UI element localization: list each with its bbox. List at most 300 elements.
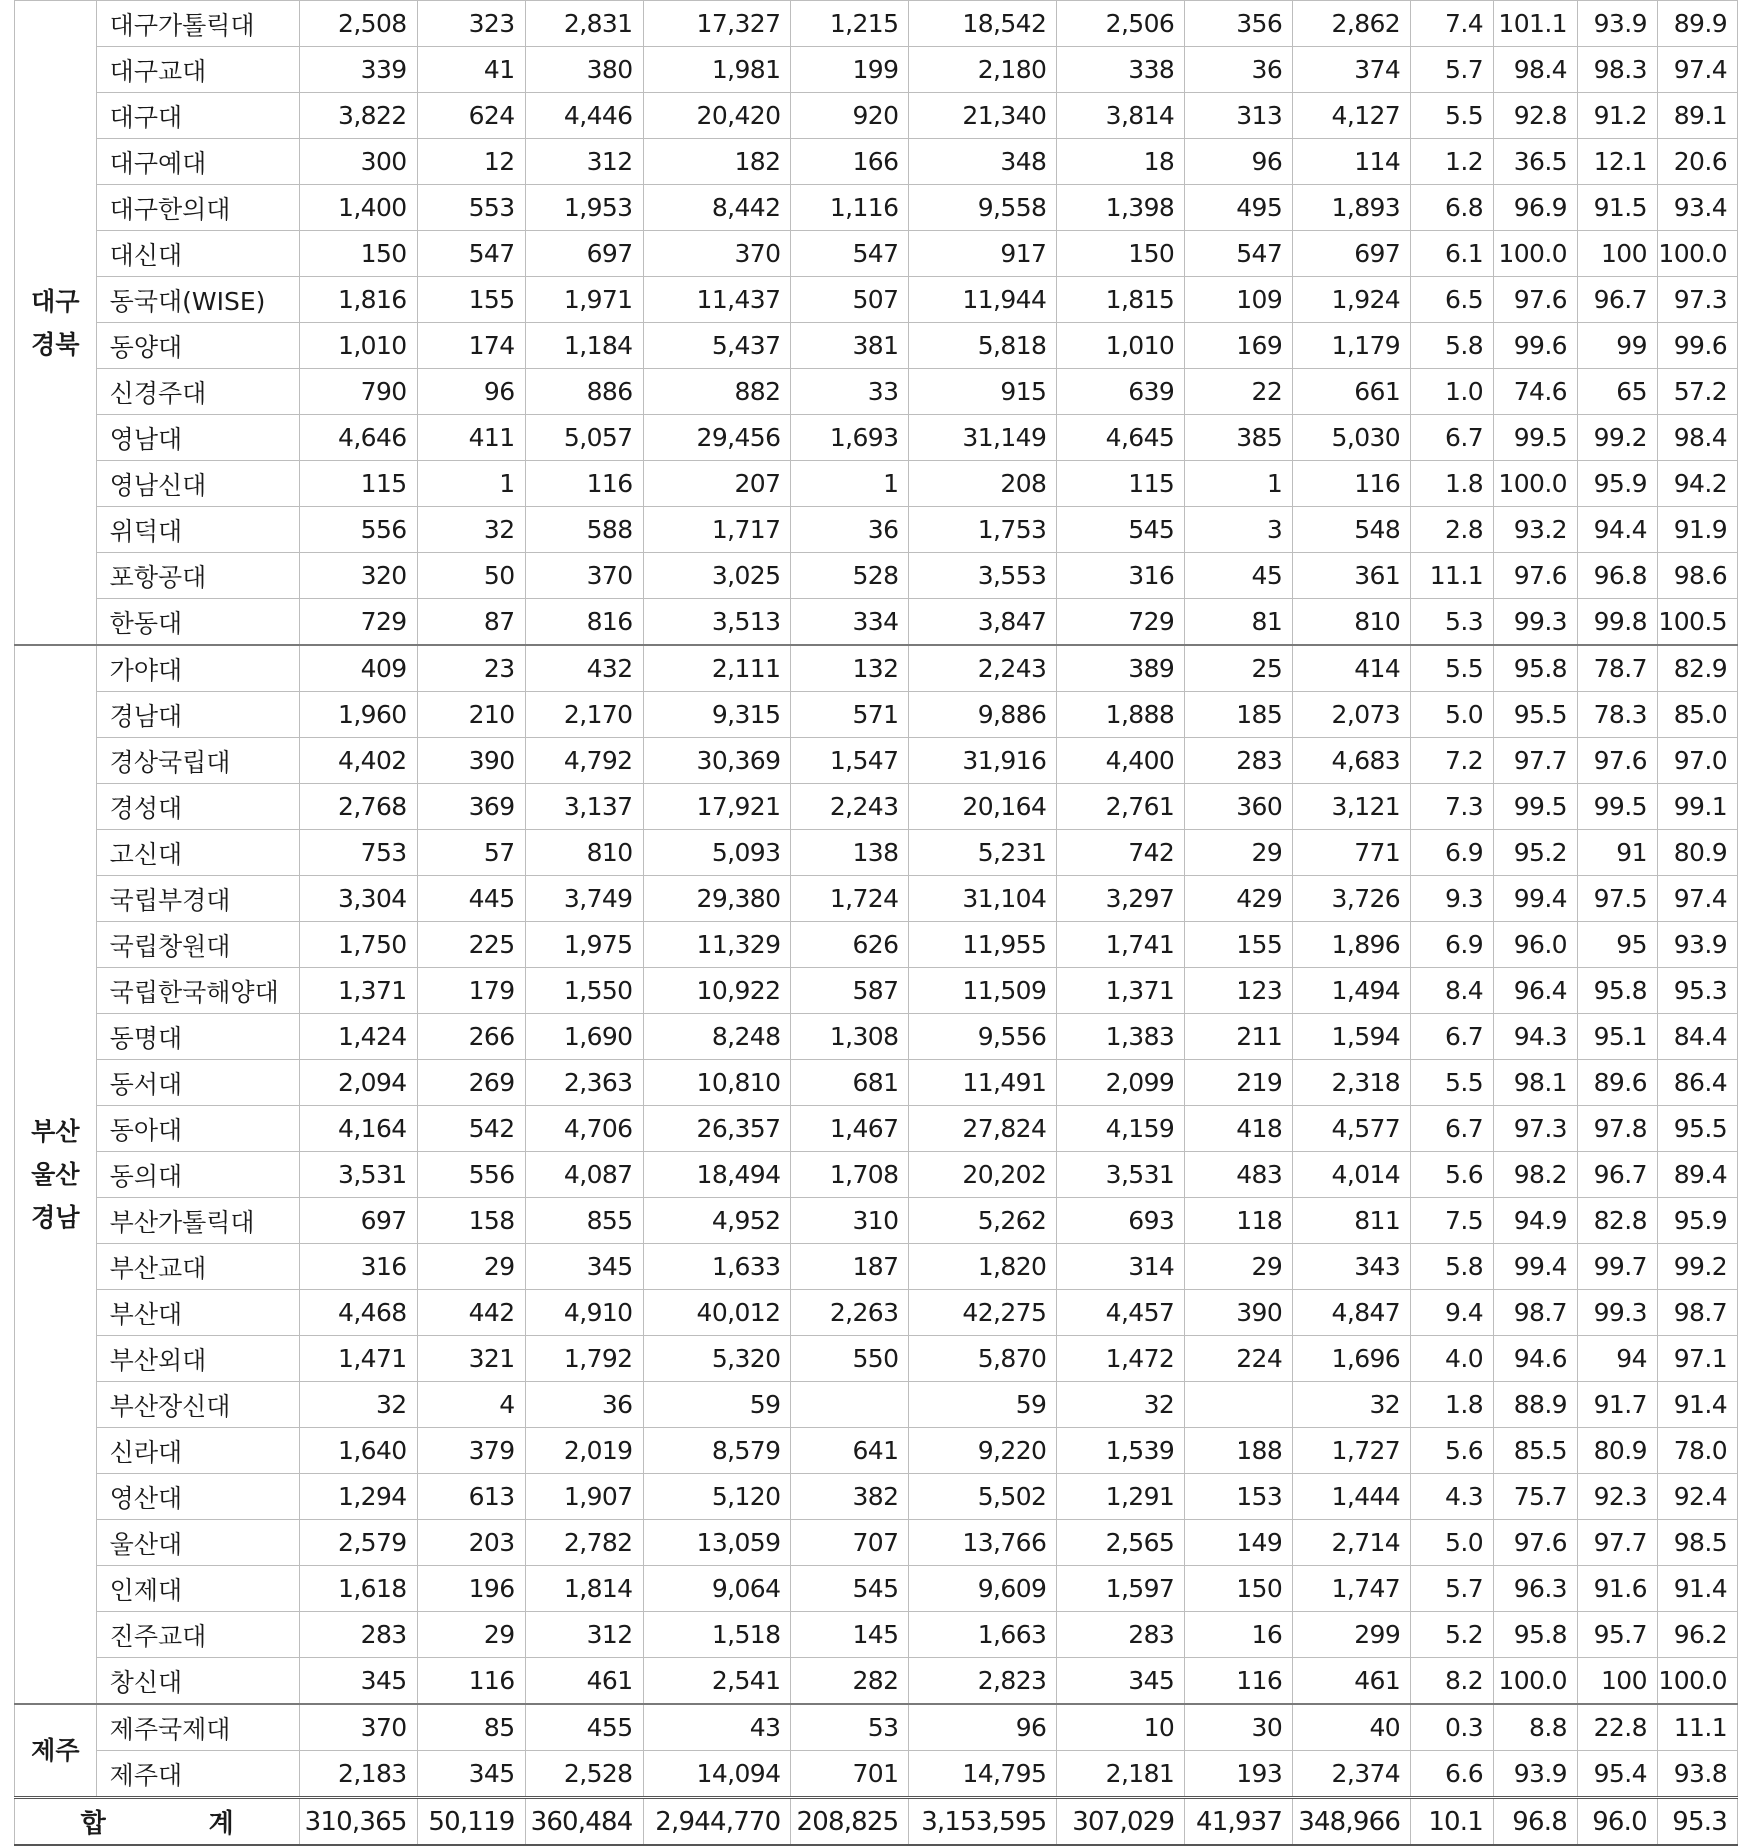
table-row [15, 507, 1738, 553]
value-cell: 91.4 [1657, 1382, 1737, 1428]
value-cell: 2,183 [299, 1751, 417, 1798]
value-cell: 20,164 [909, 784, 1057, 830]
value-cell: 626 [791, 922, 909, 968]
table-row [15, 231, 1738, 277]
value-cell: 116 [1293, 461, 1411, 507]
university-name: 동명대 [96, 1014, 299, 1060]
value-cell: 6.1 [1411, 231, 1494, 277]
value-cell: 65 [1577, 369, 1657, 415]
value-cell: 116 [525, 461, 643, 507]
table-row [15, 1290, 1738, 1336]
value-cell: 5.5 [1411, 1060, 1494, 1106]
value-cell: 379 [417, 1428, 525, 1474]
value-cell: 432 [525, 645, 643, 692]
university-name: 국립창원대 [96, 922, 299, 968]
value-cell: 98.3 [1577, 47, 1657, 93]
value-cell: 36 [791, 507, 909, 553]
value-cell: 29 [1185, 830, 1293, 876]
value-cell: 442 [417, 1290, 525, 1336]
table-row [15, 922, 1738, 968]
value-cell: 2,094 [299, 1060, 417, 1106]
value-cell: 57 [417, 830, 525, 876]
value-cell: 89.9 [1657, 1, 1737, 47]
value-cell: 5.0 [1411, 1520, 1494, 1566]
value-cell: 1,597 [1057, 1566, 1185, 1612]
value-cell: 18,542 [909, 1, 1057, 47]
value-cell: 2,565 [1057, 1520, 1185, 1566]
value-cell: 1,518 [643, 1612, 791, 1658]
value-cell: 2,318 [1293, 1060, 1411, 1106]
value-cell: 1,924 [1293, 277, 1411, 323]
value-cell: 75.7 [1494, 1474, 1578, 1520]
value-cell: 92.4 [1657, 1474, 1737, 1520]
value-cell: 32 [417, 507, 525, 553]
value-cell: 3,553 [909, 553, 1057, 599]
value-cell: 8,248 [643, 1014, 791, 1060]
value-cell: 27,824 [909, 1106, 1057, 1152]
value-cell: 95.5 [1494, 692, 1578, 738]
value-cell: 97.5 [1577, 876, 1657, 922]
value-cell: 13,059 [643, 1520, 791, 1566]
value-cell: 4,792 [525, 738, 643, 784]
university-name: 부산대 [96, 1290, 299, 1336]
value-cell: 94.3 [1494, 1014, 1578, 1060]
value-cell: 100.5 [1657, 599, 1737, 646]
value-cell: 31,916 [909, 738, 1057, 784]
value-cell: 588 [525, 507, 643, 553]
value-cell: 283 [1057, 1612, 1185, 1658]
value-cell: 87 [417, 599, 525, 646]
value-cell: 100.0 [1494, 1658, 1578, 1705]
value-cell: 547 [791, 231, 909, 277]
value-cell: 418 [1185, 1106, 1293, 1152]
value-cell: 550 [791, 1336, 909, 1382]
value-cell: 100.0 [1494, 461, 1578, 507]
table-row [15, 968, 1738, 1014]
value-cell: 334 [791, 599, 909, 646]
university-name: 한동대 [96, 599, 299, 646]
value-cell: 1,424 [299, 1014, 417, 1060]
value-cell: 18 [1057, 139, 1185, 185]
value-cell: 5.8 [1411, 323, 1494, 369]
value-cell: 1,400 [299, 185, 417, 231]
value-cell: 1,896 [1293, 922, 1411, 968]
value-cell: 11,491 [909, 1060, 1057, 1106]
value-cell: 414 [1293, 645, 1411, 692]
value-cell: 528 [791, 553, 909, 599]
value-cell: 1.2 [1411, 139, 1494, 185]
value-cell: 283 [299, 1612, 417, 1658]
value-cell: 207 [643, 461, 791, 507]
value-cell: 99.4 [1494, 876, 1578, 922]
value-cell: 96.3 [1494, 1566, 1578, 1612]
total-value-cell: 95.3 [1657, 1798, 1737, 1846]
value-cell: 2,714 [1293, 1520, 1411, 1566]
value-cell: 43 [643, 1704, 791, 1751]
value-cell: 18,494 [643, 1152, 791, 1198]
value-cell: 33 [791, 369, 909, 415]
value-cell: 3,531 [1057, 1152, 1185, 1198]
value-cell: 98.4 [1494, 47, 1578, 93]
university-name: 대구교대 [96, 47, 299, 93]
value-cell: 2,073 [1293, 692, 1411, 738]
value-cell: 169 [1185, 323, 1293, 369]
value-cell: 6.6 [1411, 1751, 1494, 1798]
value-cell: 345 [1057, 1658, 1185, 1705]
value-cell: 1,727 [1293, 1428, 1411, 1474]
value-cell: 89.6 [1577, 1060, 1657, 1106]
region-label: 제주 [31, 1736, 80, 1765]
value-cell: 4 [417, 1382, 525, 1428]
value-cell: 4,446 [525, 93, 643, 139]
university-name: 제주국제대 [96, 1704, 299, 1751]
value-cell: 182 [643, 139, 791, 185]
value-cell: 1,693 [791, 415, 909, 461]
value-cell: 380 [525, 47, 643, 93]
value-cell: 100 [1577, 1658, 1657, 1705]
value-cell: 36 [1185, 47, 1293, 93]
value-cell: 94.2 [1657, 461, 1737, 507]
value-cell: 701 [791, 1751, 909, 1798]
value-cell: 211 [1185, 1014, 1293, 1060]
value-cell: 1,708 [791, 1152, 909, 1198]
value-cell: 100.0 [1494, 231, 1578, 277]
value-cell: 11.1 [1657, 1704, 1737, 1751]
value-cell: 93.9 [1494, 1751, 1578, 1798]
value-cell: 1,494 [1293, 968, 1411, 1014]
region-label: 부산 [31, 1117, 80, 1146]
value-cell: 80.9 [1577, 1428, 1657, 1474]
value-cell: 95.8 [1494, 1612, 1578, 1658]
value-cell: 3,137 [525, 784, 643, 830]
value-cell: 95.1 [1577, 1014, 1657, 1060]
value-cell: 32 [299, 1382, 417, 1428]
value-cell: 707 [791, 1520, 909, 1566]
value-cell: 16 [1185, 1612, 1293, 1658]
table-row [15, 738, 1738, 784]
value-cell: 2,508 [299, 1, 417, 47]
value-cell: 4,400 [1057, 738, 1185, 784]
total-value-cell: 310,365 [299, 1798, 417, 1846]
value-cell: 2,579 [299, 1520, 417, 1566]
value-cell: 174 [417, 323, 525, 369]
value-cell: 282 [791, 1658, 909, 1705]
value-cell: 1,547 [791, 738, 909, 784]
value-cell: 2,862 [1293, 1, 1411, 47]
value-cell: 93.8 [1657, 1751, 1737, 1798]
value-cell: 6.9 [1411, 922, 1494, 968]
value-cell: 97.0 [1657, 738, 1737, 784]
value-cell: 697 [1293, 231, 1411, 277]
value-cell: 1,820 [909, 1244, 1057, 1290]
value-cell: 1,398 [1057, 185, 1185, 231]
value-cell: 5,231 [909, 830, 1057, 876]
value-cell: 96.7 [1577, 277, 1657, 323]
value-cell: 3,847 [909, 599, 1057, 646]
value-cell: 2,823 [909, 1658, 1057, 1705]
region-label: 경북 [31, 329, 80, 359]
value-cell: 2,528 [525, 1751, 643, 1798]
value-cell: 2.8 [1411, 507, 1494, 553]
value-cell: 2,768 [299, 784, 417, 830]
value-cell: 1,594 [1293, 1014, 1411, 1060]
value-cell: 196 [417, 1566, 525, 1612]
value-cell: 360 [1185, 784, 1293, 830]
value-cell: 855 [525, 1198, 643, 1244]
table-row [15, 1106, 1738, 1152]
value-cell: 1.0 [1411, 369, 1494, 415]
value-cell: 8.2 [1411, 1658, 1494, 1705]
value-cell: 149 [1185, 1520, 1293, 1566]
region-label: 울산 [31, 1160, 80, 1189]
value-cell: 1,717 [643, 507, 791, 553]
value-cell: 729 [1057, 599, 1185, 646]
university-name: 신경주대 [96, 369, 299, 415]
value-cell: 99.2 [1577, 415, 1657, 461]
value-cell: 22 [1185, 369, 1293, 415]
university-name: 경상국립대 [96, 738, 299, 784]
value-cell: 94.4 [1577, 507, 1657, 553]
table-row [15, 1382, 1738, 1428]
value-cell: 30 [1185, 1704, 1293, 1751]
value-cell: 109 [1185, 277, 1293, 323]
university-name: 진주교대 [96, 1612, 299, 1658]
value-cell: 78.7 [1577, 645, 1657, 692]
table-row [15, 1014, 1738, 1060]
value-cell: 1,690 [525, 1014, 643, 1060]
value-cell: 545 [791, 1566, 909, 1612]
value-cell: 370 [643, 231, 791, 277]
value-cell: 661 [1293, 369, 1411, 415]
value-cell: 1 [417, 461, 525, 507]
value-cell: 96 [909, 1704, 1057, 1751]
value-cell: 81 [1185, 599, 1293, 646]
value-cell: 4,706 [525, 1106, 643, 1152]
university-name: 고신대 [96, 830, 299, 876]
value-cell: 1,444 [1293, 1474, 1411, 1520]
table-row [15, 415, 1738, 461]
value-cell: 1.8 [1411, 1382, 1494, 1428]
value-cell: 5.5 [1411, 93, 1494, 139]
value-cell: 1,116 [791, 185, 909, 231]
value-cell: 150 [1185, 1566, 1293, 1612]
value-cell: 224 [1185, 1336, 1293, 1382]
university-name: 포항공대 [96, 553, 299, 599]
value-cell: 97.8 [1577, 1106, 1657, 1152]
value-cell: 1,750 [299, 922, 417, 968]
value-cell: 2,363 [525, 1060, 643, 1106]
value-cell: 29,456 [643, 415, 791, 461]
value-cell: 269 [417, 1060, 525, 1106]
value-cell: 8.4 [1411, 968, 1494, 1014]
value-cell: 179 [417, 968, 525, 1014]
value-cell: 210 [417, 692, 525, 738]
value-cell: 810 [1293, 599, 1411, 646]
value-cell: 42,275 [909, 1290, 1057, 1336]
value-cell: 99.8 [1577, 599, 1657, 646]
value-cell: 7.4 [1411, 1, 1494, 47]
value-cell: 99.6 [1494, 323, 1578, 369]
value-cell: 312 [525, 139, 643, 185]
value-cell: 641 [791, 1428, 909, 1474]
value-cell: 1,010 [299, 323, 417, 369]
value-cell: 4,014 [1293, 1152, 1411, 1198]
value-cell: 14,094 [643, 1751, 791, 1798]
value-cell: 374 [1293, 47, 1411, 93]
value-cell: 2,374 [1293, 1751, 1411, 1798]
value-cell: 88.9 [1494, 1382, 1578, 1428]
value-cell: 729 [299, 599, 417, 646]
value-cell: 915 [909, 369, 1057, 415]
value-cell: 101.1 [1494, 1, 1578, 47]
value-cell: 411 [417, 415, 525, 461]
value-cell: 158 [417, 1198, 525, 1244]
value-cell: 20,202 [909, 1152, 1057, 1198]
total-value-cell: 96.0 [1577, 1798, 1657, 1846]
table-row [15, 599, 1738, 646]
value-cell: 219 [1185, 1060, 1293, 1106]
value-cell: 1,663 [909, 1612, 1057, 1658]
value-cell: 208 [909, 461, 1057, 507]
value-cell: 6.9 [1411, 830, 1494, 876]
value-cell: 91.5 [1577, 185, 1657, 231]
value-cell [1185, 1382, 1293, 1428]
value-cell: 3 [1185, 507, 1293, 553]
value-cell: 1,953 [525, 185, 643, 231]
value-cell: 2,243 [909, 645, 1057, 692]
value-cell: 345 [417, 1751, 525, 1798]
university-name: 국립부경대 [96, 876, 299, 922]
value-cell: 5,120 [643, 1474, 791, 1520]
value-cell: 338 [1057, 47, 1185, 93]
value-cell: 9,609 [909, 1566, 1057, 1612]
value-cell: 920 [791, 93, 909, 139]
table-row [15, 461, 1738, 507]
total-value-cell: 348,966 [1293, 1798, 1411, 1846]
value-cell: 11,329 [643, 922, 791, 968]
value-cell: 811 [1293, 1198, 1411, 1244]
value-cell: 1,184 [525, 323, 643, 369]
value-cell: 20.6 [1657, 139, 1737, 185]
value-cell: 6.7 [1411, 1106, 1494, 1152]
value-cell: 1,907 [525, 1474, 643, 1520]
value-cell: 99.3 [1494, 599, 1578, 646]
value-cell: 97.6 [1494, 1520, 1578, 1566]
value-cell [791, 1382, 909, 1428]
value-cell: 429 [1185, 876, 1293, 922]
value-cell: 132 [791, 645, 909, 692]
value-cell: 97.7 [1577, 1520, 1657, 1566]
value-cell: 5.5 [1411, 645, 1494, 692]
value-cell: 5,057 [525, 415, 643, 461]
value-cell: 390 [1185, 1290, 1293, 1336]
value-cell: 361 [1293, 553, 1411, 599]
value-cell: 4,127 [1293, 93, 1411, 139]
total-label-b: 계 [208, 1809, 233, 1839]
value-cell: 1,975 [525, 922, 643, 968]
value-cell: 1,383 [1057, 1014, 1185, 1060]
value-cell: 96.8 [1577, 553, 1657, 599]
value-cell: 2,831 [525, 1, 643, 47]
value-cell: 587 [791, 968, 909, 1014]
table-row [15, 1704, 1738, 1751]
value-cell: 6.7 [1411, 415, 1494, 461]
value-cell: 92.3 [1577, 1474, 1657, 1520]
value-cell: 99 [1577, 323, 1657, 369]
value-cell: 1,640 [299, 1428, 417, 1474]
table-row [15, 1152, 1738, 1198]
value-cell: 1,539 [1057, 1428, 1185, 1474]
value-cell: 886 [525, 369, 643, 415]
university-name: 신라대 [96, 1428, 299, 1474]
value-cell: 639 [1057, 369, 1185, 415]
value-cell: 681 [791, 1060, 909, 1106]
table-row [15, 1612, 1738, 1658]
value-cell: 343 [1293, 1244, 1411, 1290]
value-cell: 2,263 [791, 1290, 909, 1336]
value-cell: 74.6 [1494, 369, 1578, 415]
value-cell: 4,577 [1293, 1106, 1411, 1152]
university-statistics-table [14, 0, 1738, 1846]
value-cell: 1,747 [1293, 1566, 1411, 1612]
value-cell: 370 [299, 1704, 417, 1751]
table-row [15, 323, 1738, 369]
value-cell: 3,531 [299, 1152, 417, 1198]
value-cell: 1,815 [1057, 277, 1185, 323]
value-cell: 2,180 [909, 47, 1057, 93]
value-cell: 13,766 [909, 1520, 1057, 1566]
value-cell: 99.5 [1577, 784, 1657, 830]
value-cell: 97.3 [1657, 277, 1737, 323]
value-cell: 2,782 [525, 1520, 643, 1566]
value-cell: 95.9 [1577, 461, 1657, 507]
table-row [15, 1751, 1738, 1798]
table-row [15, 47, 1738, 93]
value-cell: 0.3 [1411, 1704, 1494, 1751]
value-cell: 100.0 [1657, 1658, 1737, 1705]
value-cell: 98.7 [1657, 1290, 1737, 1336]
value-cell: 193 [1185, 1751, 1293, 1798]
value-cell: 542 [417, 1106, 525, 1152]
value-cell: 310 [791, 1198, 909, 1244]
table-row [15, 645, 1738, 692]
table-row [15, 1658, 1738, 1705]
value-cell: 96.2 [1657, 1612, 1737, 1658]
value-cell: 312 [525, 1612, 643, 1658]
total-value-cell: 10.1 [1411, 1798, 1494, 1846]
table-row [15, 277, 1738, 323]
value-cell: 2,170 [525, 692, 643, 738]
university-name: 국립한국해양대 [96, 968, 299, 1014]
value-cell: 93.4 [1657, 185, 1737, 231]
university-name: 대구가톨릭대 [96, 1, 299, 47]
table-row [15, 830, 1738, 876]
value-cell: 97.1 [1657, 1336, 1737, 1382]
university-name: 울산대 [96, 1520, 299, 1566]
university-name: 영남신대 [96, 461, 299, 507]
value-cell: 91.6 [1577, 1566, 1657, 1612]
value-cell: 98.1 [1494, 1060, 1578, 1106]
value-cell: 59 [643, 1382, 791, 1428]
university-name: 동의대 [96, 1152, 299, 1198]
value-cell: 23 [417, 645, 525, 692]
value-cell: 89.1 [1657, 93, 1737, 139]
value-cell: 97.6 [1494, 277, 1578, 323]
value-cell: 9,558 [909, 185, 1057, 231]
value-cell: 5.7 [1411, 47, 1494, 93]
value-cell: 5.2 [1411, 1612, 1494, 1658]
value-cell: 1,816 [299, 277, 417, 323]
